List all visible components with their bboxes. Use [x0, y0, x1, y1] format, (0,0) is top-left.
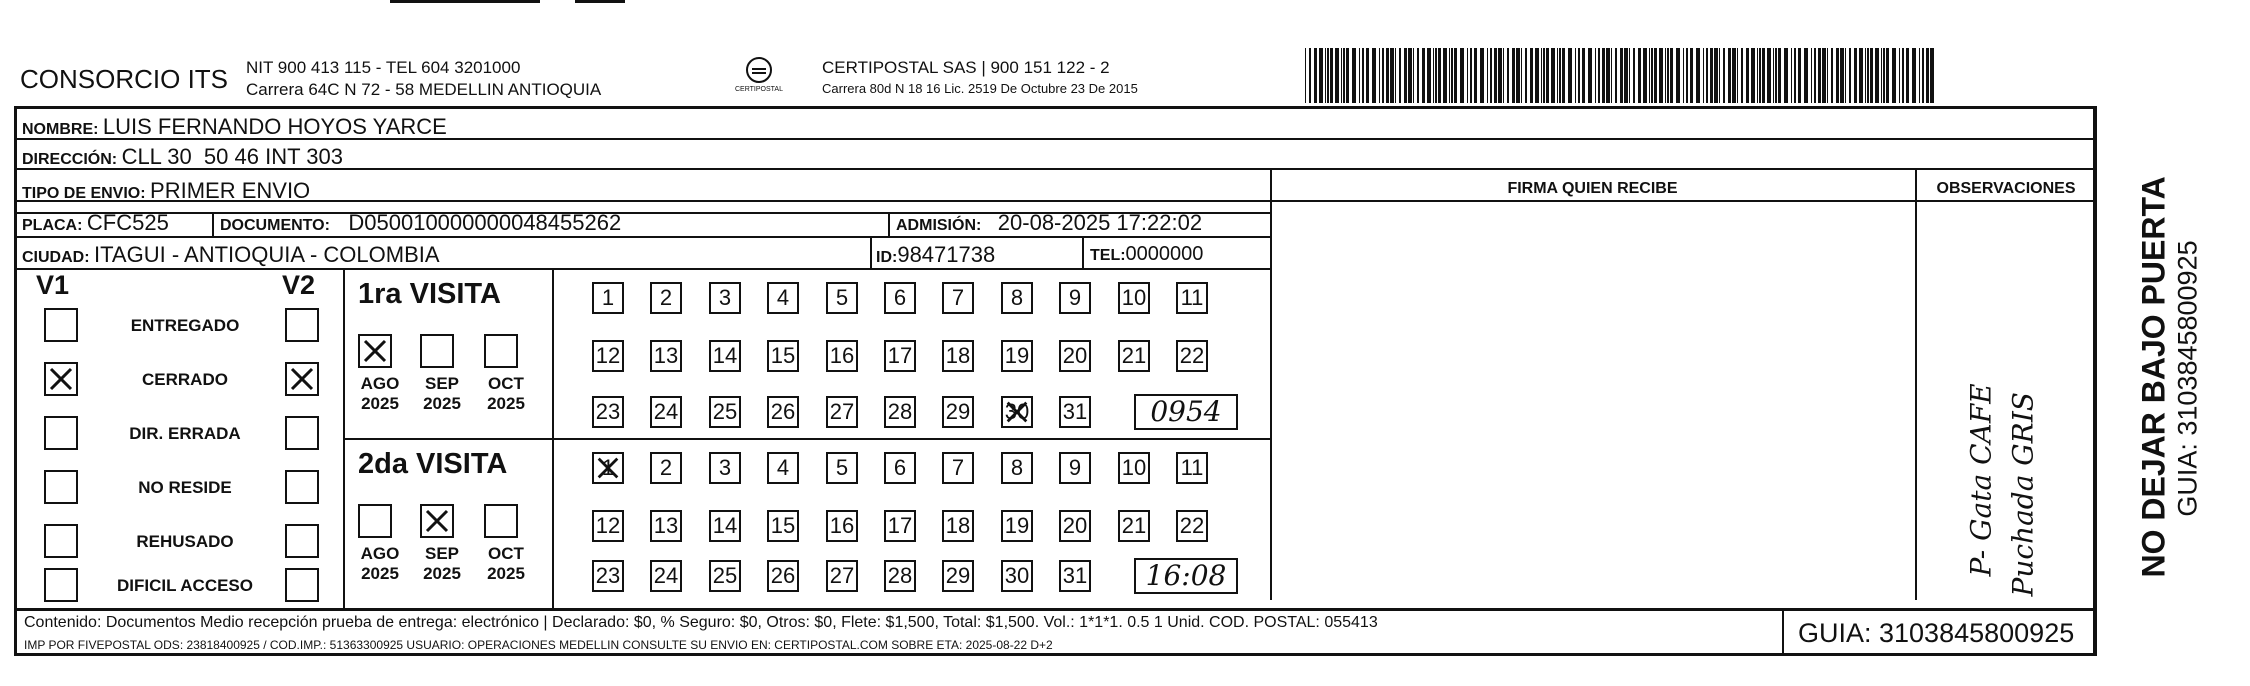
footer-guia: GUIA: 3103845800925 — [1798, 618, 2075, 648]
day-number: 31 — [1062, 399, 1088, 424]
visit1-day-cell[interactable] — [826, 282, 858, 314]
day-number: 18 — [945, 343, 971, 368]
id-value: 98471738 — [897, 242, 996, 267]
plate-value: CFC525 — [86, 210, 169, 235]
v1-status-checkbox[interactable] — [44, 524, 78, 558]
visit2-day-cell[interactable] — [767, 452, 799, 484]
document-row — [220, 210, 621, 236]
day-number: 30 — [1004, 399, 1030, 424]
day-number: 17 — [887, 513, 913, 538]
city-row — [22, 242, 440, 268]
plate-row — [22, 210, 169, 236]
top-edge-mark — [390, 0, 540, 3]
visit2-day-cell[interactable] — [592, 510, 624, 542]
day-number: 11 — [1180, 285, 1204, 310]
side-guia: GUIA: 3103845800925 — [2172, 240, 2203, 517]
visit2-day-cell[interactable] — [592, 560, 624, 592]
admission-row — [896, 210, 1202, 236]
visit1-day-cell[interactable] — [767, 282, 799, 314]
name-row — [22, 114, 447, 140]
day-number: 19 — [1004, 513, 1030, 538]
visit1-day-cell[interactable] — [826, 396, 858, 428]
visit2-day-cell[interactable] — [1176, 452, 1208, 484]
plate-label: PLACA: — [22, 217, 83, 234]
day-number: 7 — [951, 455, 965, 480]
document-label: DOCUMENTO: — [220, 217, 330, 234]
v1-status-checkbox[interactable] — [44, 416, 78, 450]
observation-line: P- Gata CAFE — [1964, 383, 1998, 577]
day-number: 9 — [1068, 455, 1082, 480]
visit1-day-cell[interactable] — [650, 396, 682, 428]
v2-header: V2 — [282, 270, 316, 300]
day-number: 27 — [829, 563, 855, 588]
row-line — [14, 268, 1270, 270]
visit2-day-cell[interactable] — [942, 510, 974, 542]
day-number: 1 — [601, 285, 615, 310]
visit1-day-cell[interactable] — [1118, 282, 1150, 314]
day-number: 5 — [835, 455, 849, 480]
visit2-month-label: AGO — [360, 544, 400, 563]
visit1-title: 1ra VISITA — [358, 278, 501, 310]
visit1-day-cell[interactable] — [1176, 340, 1208, 372]
day-number: 28 — [887, 399, 913, 424]
day-number: 16 — [829, 513, 855, 538]
day-number: 15 — [770, 513, 796, 538]
day-number: 13 — [653, 513, 679, 538]
logo-caption: CERTIPOSTAL — [735, 86, 783, 93]
day-number: 23 — [595, 399, 621, 424]
visit1-day-cell[interactable] — [767, 340, 799, 372]
day-number: 26 — [770, 563, 796, 588]
tel-label: TEL: — [1090, 247, 1126, 264]
type-row — [22, 178, 310, 204]
visit2-day-cell[interactable] — [1001, 560, 1033, 592]
v2-status-checkbox[interactable] — [285, 308, 319, 342]
day-number: 2 — [659, 285, 673, 310]
day-number: 29 — [945, 563, 971, 588]
visit1-day-cell[interactable] — [650, 282, 682, 314]
status-label: NO RESIDE — [138, 478, 232, 497]
visit2-day-cell[interactable] — [1059, 560, 1091, 592]
day-number: 7 — [951, 285, 965, 310]
visit2-day-cell[interactable] — [884, 510, 916, 542]
visit1-day-cell[interactable] — [942, 396, 974, 428]
day-number: 25 — [712, 563, 738, 588]
document-value: D050010000000048455262 — [348, 210, 622, 235]
visit1-day-cell[interactable] — [826, 340, 858, 372]
day-number: 25 — [712, 399, 738, 424]
cell-divider — [888, 212, 890, 236]
day-number: 16 — [829, 343, 855, 368]
day-number: 20 — [1062, 513, 1088, 538]
visit2-day-cell[interactable] — [709, 510, 741, 542]
status-label: DIR. ERRADA — [129, 424, 241, 443]
v1-status-checkbox[interactable] — [44, 308, 78, 342]
day-number: 3 — [718, 285, 732, 310]
admission-value: 20-08-2025 17:22:02 — [997, 210, 1203, 235]
day-number: 23 — [595, 563, 621, 588]
visit2-day-cell[interactable] — [650, 510, 682, 542]
visit2-day-cell[interactable] — [884, 452, 916, 484]
recipient-address: CLL 30 50 46 INT 303 — [121, 144, 343, 169]
signature-header: FIRMA QUIEN RECIBE — [1507, 180, 1678, 197]
tel-value: 0000000 — [1125, 243, 1204, 265]
cell-divider — [870, 236, 872, 268]
v1-status-checkbox[interactable] — [44, 568, 78, 602]
certipostal-logo — [728, 56, 790, 100]
cell-divider — [1082, 236, 1084, 268]
visit2-day-cell[interactable] — [826, 452, 858, 484]
visit2-year-label: 2025 — [361, 564, 399, 583]
day-number: 5 — [835, 285, 849, 310]
v1-status-checkbox[interactable] — [44, 362, 78, 396]
cell-divider — [212, 212, 214, 236]
day-number: 4 — [776, 285, 790, 310]
day-number: 8 — [1010, 455, 1024, 480]
visit2-month-label: SEP — [424, 544, 460, 563]
visit2-day-cell[interactable] — [942, 560, 974, 592]
visit2-day-cell[interactable] — [1001, 510, 1033, 542]
visit1-day-cell[interactable] — [1001, 396, 1033, 428]
visit1-year-label: 2025 — [487, 394, 525, 413]
visit1-day-cell[interactable] — [1118, 340, 1150, 372]
visit1-day-cell[interactable] — [1176, 282, 1208, 314]
visit2-day-cell[interactable] — [826, 510, 858, 542]
visit2-day-cell[interactable] — [1176, 510, 1208, 542]
day-number: 13 — [653, 343, 679, 368]
v2-status-checkbox[interactable] — [285, 524, 319, 558]
v1-status-checkbox[interactable] — [44, 470, 78, 504]
visit1-day-cell[interactable] — [592, 282, 624, 314]
day-number: 12 — [595, 513, 621, 538]
visit2-time-box[interactable]: 16:08 — [1134, 558, 1238, 594]
observations-header: OBSERVACIONES — [1936, 180, 2076, 197]
visit1-day-cell[interactable] — [884, 340, 916, 372]
day-number: 28 — [887, 563, 913, 588]
visit2-month-checkbox[interactable] — [358, 504, 392, 538]
visit2-day-cell[interactable] — [767, 560, 799, 592]
visit1-day-cell[interactable] — [1059, 282, 1091, 314]
visit2-day-cell[interactable] — [650, 560, 682, 592]
day-number: 30 — [1004, 563, 1030, 588]
visit-split — [343, 438, 1270, 440]
day-number: 21 — [1121, 513, 1147, 538]
visit1-day-cell[interactable] — [884, 396, 916, 428]
visit1-day-cell[interactable] — [767, 396, 799, 428]
city-value: ITAGUI - ANTIOQUIA - COLOMBIA — [94, 242, 440, 267]
admission-label: ADMISIÓN: — [896, 217, 982, 234]
visit1-year-label: 2025 — [423, 394, 461, 413]
visit1-month-label: OCT — [488, 374, 524, 393]
name-label: NOMBRE: — [22, 121, 99, 138]
day-number: 9 — [1068, 285, 1082, 310]
no-leave-under-door: NO DEJAR BAJO PUERTA — [2135, 176, 2172, 578]
visit1-day-cell[interactable] — [1001, 282, 1033, 314]
day-number: 24 — [653, 399, 679, 424]
visit2-day-cell[interactable] — [709, 452, 741, 484]
barcode — [1305, 48, 1937, 103]
visit1-day-cell[interactable] — [1059, 396, 1091, 428]
visit1-month-label: AGO — [360, 374, 400, 393]
visit2-title: 2da VISITA — [358, 448, 508, 480]
day-number: 21 — [1121, 343, 1147, 368]
day-number: 19 — [1004, 343, 1030, 368]
id-label: ID: — [876, 249, 898, 266]
top-edge-mark — [575, 0, 625, 3]
recipient-name: LUIS FERNANDO HOYOS YARCE — [102, 114, 447, 139]
v2-status-checkbox[interactable] — [285, 470, 319, 504]
row-line — [14, 200, 2096, 202]
visit1-month-checkbox[interactable] — [420, 334, 454, 368]
observation-line: Puchada GRIS — [2006, 392, 2040, 597]
visit2-day-cell[interactable] — [1118, 510, 1150, 542]
visit2-day-cell[interactable] — [1059, 510, 1091, 542]
day-number: 12 — [595, 343, 621, 368]
id-row — [876, 242, 995, 268]
visit2-day-cell[interactable] — [650, 452, 682, 484]
signature-divider — [1270, 168, 1272, 600]
visit1-month-label: SEP — [424, 374, 460, 393]
status-label: ENTREGADO — [130, 316, 240, 335]
day-number: 8 — [1010, 285, 1024, 310]
visit2-month-checkbox[interactable] — [484, 504, 518, 538]
company-name: CONSORCIO ITS — [20, 64, 229, 94]
visit1-day-cell[interactable] — [592, 340, 624, 372]
visit1-month-checkbox[interactable] — [484, 334, 518, 368]
day-number: 20 — [1062, 343, 1088, 368]
observations-handwriting — [1935, 300, 2045, 597]
visit1-time-box[interactable]: 0954 — [1134, 394, 1238, 430]
company-line1: NIT 900 413 115 - TEL 604 3201000 — [246, 58, 521, 77]
day-number: 15 — [770, 343, 796, 368]
city-label: CIUDAD: — [22, 249, 90, 266]
day-number: 26 — [770, 399, 796, 424]
footer-print-info: IMP POR FIVEPOSTAL ODS: 23818400925 / COD.IMP.: 51363300925 USUARIO: OPERACIONES MEDELLIN CONSULTE SU ENVIO EN: CERTIPOSTAL.COM SOBRE ETA: 2025-08-22 D+2 — [24, 638, 1053, 652]
day-number: 6 — [893, 455, 907, 480]
visit1-day-cell[interactable] — [709, 396, 741, 428]
side-panel — [2094, 106, 2250, 656]
day-number: 27 — [829, 399, 855, 424]
visit2-day-cell[interactable] — [767, 510, 799, 542]
visit2-day-cell[interactable] — [1001, 452, 1033, 484]
day-number: 10 — [1121, 455, 1147, 480]
shipment-type: PRIMER ENVIO — [150, 178, 311, 203]
address-row — [22, 144, 343, 170]
visit1-day-cell[interactable] — [592, 396, 624, 428]
day-number: 1 — [601, 455, 615, 480]
visit1-month-checkbox[interactable] — [358, 334, 392, 368]
day-number: 31 — [1062, 563, 1088, 588]
day-number: 14 — [712, 513, 738, 538]
day-number: 11 — [1180, 455, 1204, 480]
visit2-year-label: 2025 — [487, 564, 525, 583]
day-number: 29 — [945, 399, 971, 424]
v2-status-checkbox[interactable] — [285, 568, 319, 602]
visit1-year-label: 2025 — [361, 394, 399, 413]
day-number: 22 — [1179, 343, 1205, 368]
courier-line2: Carrera 80d N 18 16 Lic. 2519 De Octubre 23 De 2015 — [822, 81, 1138, 96]
type-label: TIPO DE ENVIO: — [22, 185, 146, 202]
day-number: 22 — [1179, 513, 1205, 538]
status-label: DIFICIL ACCESO — [116, 576, 253, 595]
visit2-day-cell[interactable] — [826, 560, 858, 592]
visit1-day-cell[interactable] — [1001, 340, 1033, 372]
day-number: 10 — [1121, 285, 1147, 310]
day-number: 14 — [712, 343, 738, 368]
status-label: CERRADO — [142, 370, 228, 389]
visit1-day-cell[interactable] — [884, 282, 916, 314]
day-number: 6 — [893, 285, 907, 310]
visit1-day-cell[interactable] — [650, 340, 682, 372]
company-line2: Carrera 64C N 72 - 58 MEDELLIN ANTIOQUIA — [246, 80, 602, 99]
visit2-day-cell[interactable] — [942, 452, 974, 484]
day-number: 18 — [945, 513, 971, 538]
visit1-day-cell[interactable] — [709, 340, 741, 372]
visit1-day-cell[interactable] — [942, 282, 974, 314]
visit2-day-cell[interactable] — [1059, 452, 1091, 484]
v1-header: V1 — [36, 270, 70, 300]
day-number: 2 — [659, 455, 673, 480]
visit1-day-cell[interactable] — [942, 340, 974, 372]
v2-status-checkbox[interactable] — [285, 362, 319, 396]
visit2-day-cell[interactable] — [884, 560, 916, 592]
day-number: 24 — [653, 563, 679, 588]
day-number: 17 — [887, 343, 913, 368]
tel-row — [1090, 243, 1203, 266]
visit2-day-cell[interactable] — [1118, 452, 1150, 484]
visit2-year-label: 2025 — [423, 564, 461, 583]
visit1-day-cell[interactable] — [709, 282, 741, 314]
visit2-day-cell[interactable] — [709, 560, 741, 592]
day-number: 3 — [718, 455, 732, 480]
visit2-month-checkbox[interactable] — [420, 504, 454, 538]
courier-line1: CERTIPOSTAL SAS | 900 151 122 - 2 — [822, 58, 1110, 77]
footer-content: Contenido: Documentos Medio recepción prueba de entrega: electrónico | Declarado: $0, % Seguro: $0, Otros: $0, Flete: $1,500, Total: $1,500. Vol.: 1*1*1. 0.5 1 Unid. COD. POSTAL: 055413 — [24, 614, 1378, 631]
visit1-day-cell[interactable] — [1059, 340, 1091, 372]
v2-status-checkbox[interactable] — [285, 416, 319, 450]
status-label: REHUSADO — [136, 532, 234, 551]
day-number: 4 — [776, 455, 790, 480]
visit2-day-cell[interactable] — [592, 452, 624, 484]
address-label: DIRECCIÓN: — [22, 151, 118, 168]
visit2-month-label: OCT — [488, 544, 524, 563]
observations-divider — [1915, 168, 1917, 600]
footer-divider — [1782, 608, 1784, 656]
